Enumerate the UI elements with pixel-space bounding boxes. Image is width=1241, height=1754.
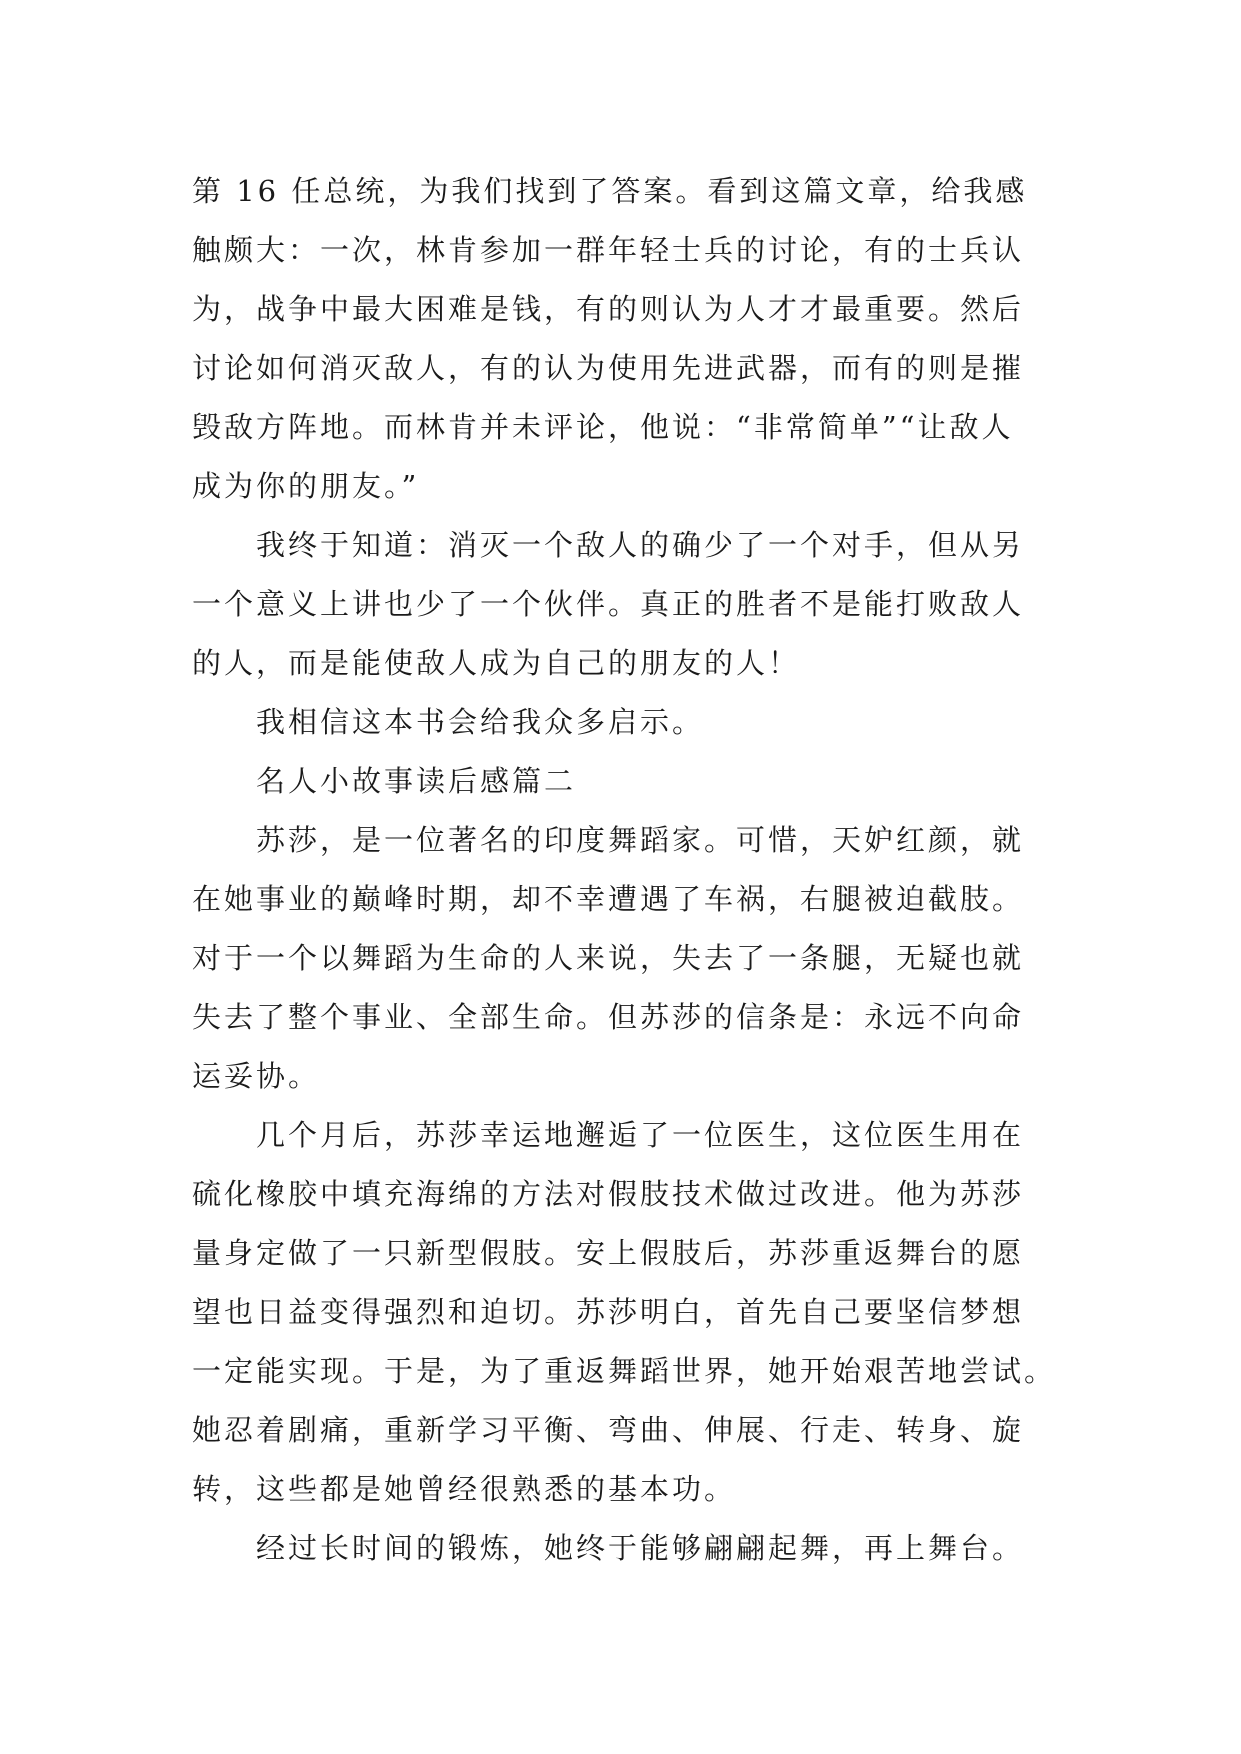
section-heading — [192, 752, 1052, 811]
text-line: 她忍着剧痛，重新学习平衡、弯曲、伸展、行走、转身、旋 — [192, 1413, 1025, 1447]
paragraph — [192, 516, 1052, 693]
text-line: 第 16 任总统，为我们找到了答案。看到这篇文章，给我感 — [192, 174, 1028, 208]
document-body — [192, 162, 1057, 1578]
text-line: 我终于知道：消灭一个敌人的确少了一个对手，但从另 — [256, 528, 1025, 562]
paragraph — [192, 1106, 1057, 1519]
text-line: 几个月后，苏莎幸运地邂逅了一位医生，这位医生用在 — [256, 1118, 1025, 1152]
text-line: 苏莎，是一位著名的印度舞蹈家。可惜，天妒红颜，就 — [256, 823, 1025, 857]
text-line: 一个意义上讲也少了一个伙伴。真正的胜者不是能打败敌人 — [192, 587, 1025, 621]
text-line: 对于一个以舞蹈为生命的人来说，失去了一条腿，无疑也就 — [192, 941, 1025, 975]
text-line: 的人，而是能使敌人成为自己的朋友的人！ — [192, 646, 801, 680]
text-line: 转，这些都是她曾经很熟悉的基本功。 — [192, 1472, 737, 1506]
paragraph — [192, 811, 1052, 1106]
text-line: 在她事业的巅峰时期，却不幸遭遇了车祸，右腿被迫截肢。 — [192, 882, 1025, 916]
text-line: 望也日益变得强烈和迫切。苏莎明白，首先自己要坚信梦想 — [192, 1295, 1025, 1329]
text-line: 一定能实现。于是，为了重返舞蹈世界，她开始艰苦地尝试。 — [192, 1354, 1057, 1388]
text-line: 量身定做了一只新型假肢。安上假肢后，苏莎重返舞台的愿 — [192, 1236, 1025, 1270]
text-line: 为，战争中最大困难是钱，有的则认为人才才最重要。然后 — [192, 292, 1025, 326]
text-line: 成为你的朋友。” — [192, 469, 420, 503]
text-line: 硫化橡胶中填充海绵的方法对假肢技术做过改进。他为苏莎 — [192, 1177, 1025, 1211]
text-line: 失去了整个事业、全部生命。但苏莎的信条是：永远不向命 — [192, 1000, 1025, 1034]
paragraph — [192, 1519, 1052, 1578]
text-line: 名人小故事读后感篇二 — [256, 764, 577, 798]
text-line: 经过长时间的锻炼，她终于能够翩翩起舞，再上舞台。 — [256, 1531, 1025, 1565]
text-line: 我相信这本书会给我众多启示。 — [256, 705, 705, 739]
paragraph — [192, 162, 1052, 516]
text-line: 毁敌方阵地。而林肯并未评论，他说：“非常简单”“让敌人 — [192, 410, 1014, 444]
text-line: 运妥协。 — [192, 1059, 321, 1093]
paragraph — [192, 693, 1052, 752]
text-line: 讨论如何消灭敌人，有的认为使用先进武器，而有的则是摧 — [192, 351, 1025, 385]
text-line: 触颇大：一次，林肯参加一群年轻士兵的讨论，有的士兵认 — [192, 233, 1025, 267]
